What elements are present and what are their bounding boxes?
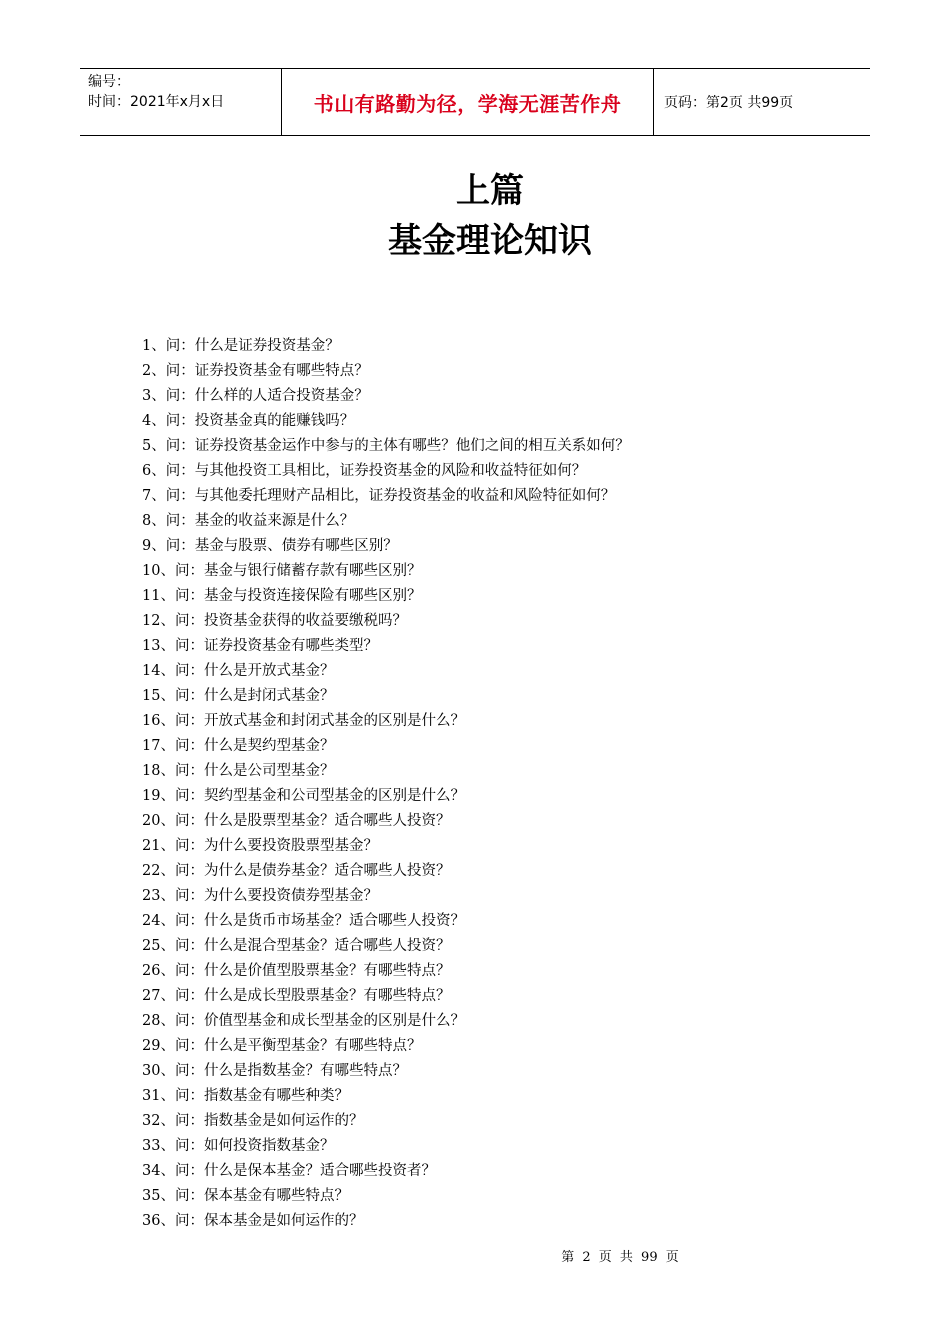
- question-item: 32、问：指数基金是如何运作的？: [142, 1113, 364, 1129]
- page-footer: 第 2 页 共 99 页: [561, 1250, 679, 1265]
- question-item: 14、问：什么是开放式基金？: [142, 663, 335, 679]
- number-label: 编号：: [88, 74, 130, 90]
- question-item: 2、问：证券投资基金有哪些特点？: [142, 363, 369, 379]
- question-item: 12、问：投资基金获得的收益要缴税吗？: [142, 613, 407, 629]
- question-item: 4、问：投资基金真的能赚钱吗？: [142, 413, 355, 429]
- question-item: 18、问：什么是公司型基金？: [142, 763, 335, 779]
- question-item: 13、问：证券投资基金有哪些类型？: [142, 638, 378, 654]
- question-item: 11、问：基金与投资连接保险有哪些区别？: [142, 588, 422, 604]
- question-item: 3、问：什么样的人适合投资基金？: [142, 388, 369, 404]
- question-item: 29、问：什么是平衡型基金？有哪些特点？: [142, 1038, 422, 1054]
- question-item: 1、问：什么是证券投资基金？: [142, 338, 340, 354]
- question-item: 27、问：什么是成长型股票基金？有哪些特点？: [142, 988, 451, 1004]
- header-page-info: 页码：第2页 共99页: [664, 95, 794, 111]
- question-item: 15、问：什么是封闭式基金？: [142, 688, 335, 704]
- question-item: 22、问：为什么是债券基金？适合哪些人投资？: [142, 863, 451, 879]
- question-item: 10、问：基金与银行储蓄存款有哪些区别？: [142, 563, 422, 579]
- question-item: 5、问：证券投资基金运作中参与的主体有哪些？他们之间的相互关系如何？: [142, 438, 630, 454]
- question-item: 25、问：什么是混合型基金？适合哪些人投资？: [142, 938, 451, 954]
- question-item: 35、问：保本基金有哪些特点？: [142, 1188, 349, 1204]
- header-motto: 书山有路勤为径，学海无涯苦作舟: [282, 69, 654, 135]
- question-list: [142, 334, 630, 1234]
- question-item: 31、问：指数基金有哪些种类？: [142, 1088, 349, 1104]
- question-item: 30、问：什么是指数基金？有哪些特点？: [142, 1063, 407, 1079]
- header-meta: [80, 69, 282, 135]
- time-label: 时间：2021年x月x日: [88, 94, 225, 110]
- question-item: 23、问：为什么要投资债券型基金？: [142, 888, 378, 904]
- question-item: 8、问：基金的收益来源是什么？: [142, 513, 355, 529]
- question-item: 7、问：与其他委托理财产品相比，证券投资基金的收益和风险特征如何？: [142, 488, 616, 504]
- page-header: [80, 68, 870, 136]
- question-item: 20、问：什么是股票型基金？适合哪些人投资？: [142, 813, 451, 829]
- question-item: 24、问：什么是货币市场基金？适合哪些人投资？: [142, 913, 465, 929]
- section-title: 上篇: [456, 171, 524, 211]
- question-item: 9、问：基金与股票、债券有哪些区别？: [142, 538, 398, 554]
- question-item: 19、问：契约型基金和公司型基金的区别是什么？: [142, 788, 465, 804]
- question-item: 26、问：什么是价值型股票基金？有哪些特点？: [142, 963, 451, 979]
- question-item: 33、问：如何投资指数基金？: [142, 1138, 335, 1154]
- question-item: 34、问：什么是保本基金？适合哪些投资者？: [142, 1163, 436, 1179]
- question-item: 6、问：与其他投资工具相比，证券投资基金的风险和收益特征如何？: [142, 463, 587, 479]
- question-item: 21、问：为什么要投资股票型基金？: [142, 838, 378, 854]
- question-item: 16、问：开放式基金和封闭式基金的区别是什么？: [142, 713, 465, 729]
- question-item: 17、问：什么是契约型基金？: [142, 738, 335, 754]
- question-item: 28、问：价值型基金和成长型基金的区别是什么？: [142, 1013, 465, 1029]
- question-item: 36、问：保本基金是如何运作的？: [142, 1213, 364, 1229]
- section-subtitle: 基金理论知识: [388, 221, 592, 261]
